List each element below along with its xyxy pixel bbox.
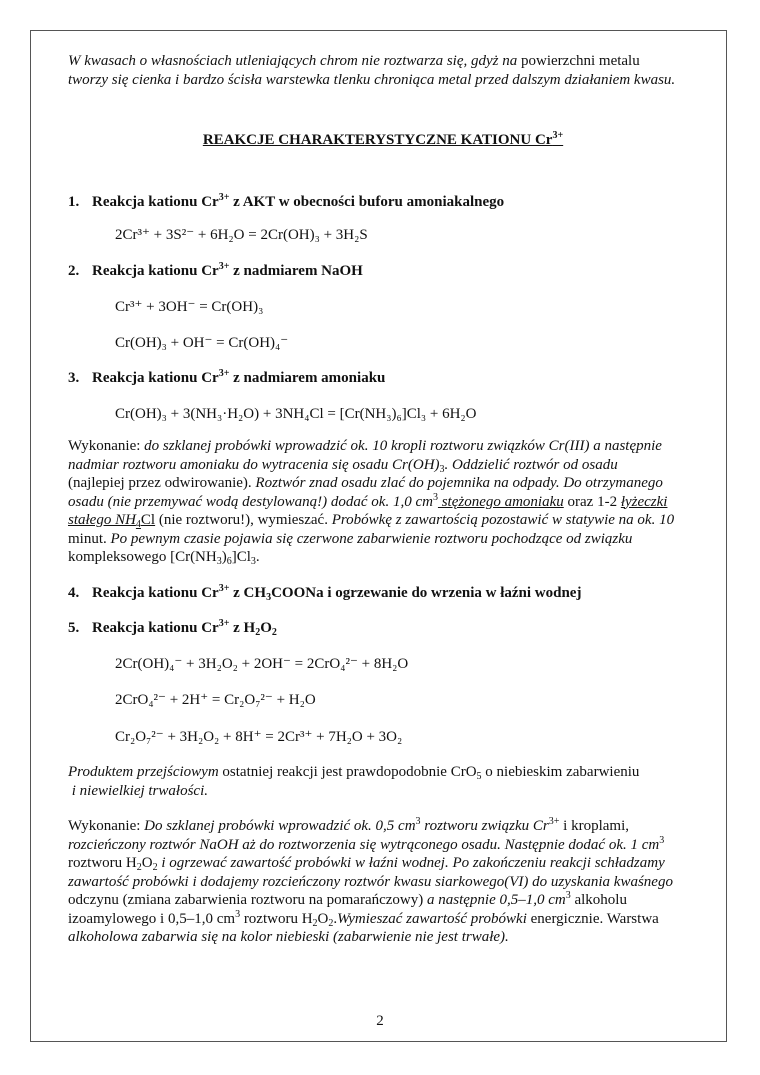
sup: 3 [432,491,438,503]
title-sup: 3+ [552,130,564,141]
product-note [68,763,698,800]
sub: 5 [476,771,482,782]
procedure-1-j: (nie roztworu!), wymieszać. [155,512,328,528]
reaction-prefix: Reakcja kationu [92,262,202,279]
reaction-1-text [92,193,504,212]
procedure-2-j: odczynu (zmiana zabarwienia roztworu na pomarańczowy) [68,892,424,908]
equation-3-text: Cr(OH)₃ + OH⁻ = Cr(OH)₄⁻ [115,334,289,351]
procedure-1-d: Roztwór znad osadu zlać do pojemnika na odpady. Do otrzymanego osadu (nie przemywać wodą destylowaną!) dodać ok. 1,0 cm [68,475,663,510]
reaction-2-rest: z nadmiarem NaOH [229,262,363,279]
equation-2-text: Cr³⁺ + 3OH⁻ = Cr(OH)₃ [115,299,264,315]
procedure-2-n: Wymieszać zawartość probówki [337,910,527,927]
sup: 3 [415,816,421,827]
reaction-4-number: 4. [68,584,80,601]
procedure-2-m: roztworu H [240,910,313,927]
reaction-5-number: 5. [68,620,80,636]
procedure-2-m2: O [317,910,329,927]
reaction-2-heading [68,262,698,281]
equation-4 [115,405,698,424]
procedure-1-n4: . [255,549,260,565]
procedure-1-c: (najlepiej przez odwirowanie). [68,475,252,491]
sub: 2 [152,862,158,873]
equation-1-text: 2Cr³⁺ + 3S²⁻ + 6H₂O = 2Cr(OH)₃ + 3H₂S [115,227,368,243]
sub: 2 [136,862,142,873]
reaction-2-text [92,262,363,281]
reaction-3-rest: z nadmiarem amoniaku [229,370,386,386]
equation-4-text: Cr(OH)₃ + 3(NH₃·H₂O) + 3NH₄Cl = [Cr(NH₃)₆]Cl₃ + 6H₂O [115,405,477,422]
reaction-prefix: Reakcja kationu [92,620,202,636]
procedure-2-f2: O [141,855,153,871]
procedure-2-f: roztworu H [68,855,137,871]
procedure-1-h: Cl [140,512,156,528]
charge: 3+ [218,582,230,594]
procedure-1-a: do szklanej probówki wprowadzić ok. 10 kropli roztworu związków Cr(III) a następnie nadmiar roztworu amoniaku do wytracenia się osadu Cr(OH) [68,438,662,473]
procedure-1-n: kompleksowego [Cr(NH [68,549,217,565]
reaction-prefix: Reakcja kationu [92,584,202,601]
reaction-5-mid: z H [229,620,256,636]
intro-paragraph [68,52,698,89]
procedure-2-d: rozcieńczony roztwór NaOH aż do roztworzenia się wytrąconego osadu. [68,836,501,853]
procedure-2-m3: . [333,910,338,927]
procedure-2-g: i ogrzewać zawartość probówki w łaźni wodnej. Po zakończeniu reakcji schładzamy zawartość probówki i dodajemy rozcieńczony [68,855,665,890]
reaction-5-o: O [260,620,272,636]
sub: 2 [271,627,277,638]
cr-symbol: Cr [201,193,219,210]
reaction-5-heading [68,619,698,638]
procedure-2-b: roztworu związku Cr [420,818,549,834]
sub: 4 [135,519,141,530]
procedure-1-b: . Oddzielić roztwór od osadu [444,456,618,473]
procedure-2-h: roztwór kwasu siarkowego(VI) do uzyskania kwaśnego [340,873,673,890]
equation-7-text: Cr₂O₇²⁻ + 3H₂O₂ + 8H⁺ = 2Cr³⁺ + 7H₂O + 3O₂ [115,728,403,745]
procedure-2 [68,817,698,947]
charge: 3+ [218,191,230,203]
procedure-1-m: Po pewnym czasie pojawia się czerwone zabarwienie roztworu pochodzące od związku [106,530,633,547]
procedure-1-k: Probówkę z zawartością pozostawić w statywie na ok. 10 [327,512,675,528]
procedure-1-f: oraz 1-2 [563,493,621,510]
procedure-1-e: stężonego amoniaku [437,493,564,510]
procedure-2-k: a następnie 0,5–1,0 cm [423,892,566,908]
product-note-d: i niewielkiej trwałości. [71,782,208,799]
equation-7 [115,728,698,747]
reaction-4-heading [68,584,698,603]
equation-5 [115,655,698,674]
document-body [68,52,698,947]
sub: 2 [255,627,261,638]
cr-symbol: Cr [201,584,219,601]
procedure-2-p: alkoholowa zabarwia się na kolor niebieski (zabarwienie nie jest trwałe). [68,929,509,945]
equation-6 [115,691,698,710]
equation-1 [115,226,698,245]
charge: 3+ [218,368,230,379]
procedure-2-a: Do szklanej probówki wprowadzić ok. 0,5 cm [144,818,416,834]
procedure-1-label: Wykonanie: [68,438,145,454]
procedure-2-e: Następnie dodać ok. 1 cm [500,836,660,853]
equation-3 [115,334,698,353]
product-note-a: Produktem przejściowym [68,764,219,780]
reaction-3-text [92,369,385,388]
procedure-1-n2: ) [221,549,227,565]
sup: 3 [565,890,571,901]
charge: 3+ [218,260,230,272]
equation-5-text: 2Cr(OH)₄⁻ + 3H₂O₂ + 2OH⁻ = 2CrO₄²⁻ + 8H₂O [115,655,409,672]
procedure-2-l: alkoholu izoamylowego i 0,5–1,0 cm [68,892,627,927]
sub: 3 [266,591,272,603]
sub: 6 [226,556,232,567]
intro-italic-1: W kwasach o własnościach utleniających chrom nie roztwarza się, gdyż na [68,53,518,69]
product-note-c: o niebieskim zabarwieniu [481,764,640,780]
procedure-2-o: energicznie. Warstwa [526,910,659,927]
sub: 3 [216,556,222,567]
sup: 3+ [548,816,560,827]
procedure-1-l: minut. [68,530,107,547]
product-note-b: ostatniej reakcji jest prawdopodobnie CrO [218,764,477,780]
procedure-1-g: łyżeczki stałego NH [68,493,668,528]
cr-symbol: Cr [201,620,219,636]
charge: 3+ [218,618,230,629]
sup: 3 [235,908,241,920]
cr-symbol: Cr [201,262,219,279]
reaction-4-text [92,584,581,603]
sup: 3 [659,834,665,846]
sub: 3 [439,463,445,475]
reaction-prefix: Reakcja kationu [92,193,202,210]
sub: 3 [250,556,256,567]
procedure-1-n3: ]Cl [231,549,251,565]
procedure-1 [68,437,698,567]
procedure-2-label: Wykonanie: [68,818,145,834]
title-text: REAKCJE CHARAKTERYSTYCZNE KATIONU Cr [202,132,553,148]
reaction-5-text [92,619,277,638]
reaction-3-heading [68,369,698,388]
equation-6-text: 2CrO₄²⁻ + 2H⁺ = Cr₂O₇²⁻ + H₂O [115,692,316,708]
reaction-1-heading [68,193,698,212]
reaction-4-mid: z CH [229,584,267,601]
page-number: 2 [376,1013,384,1029]
reaction-2-number: 2. [68,262,80,279]
section-title [68,131,698,150]
cr-symbol: Cr [201,370,219,386]
procedure-2-c: i kroplami, [559,818,629,834]
reaction-3-number: 3. [68,370,80,386]
equation-2 [115,298,698,317]
intro-italic-2: tworzy się cienka i bardzo ścisła warstewka tlenku chroniąca metal przed dalszym działaniem kwasu. [68,71,676,88]
reaction-1-rest: z AKT w obecności buforu amoniakalnego [229,193,505,210]
sub: 2 [328,917,334,929]
reaction-prefix: Reakcja kationu [92,370,202,386]
intro-roman: powierzchni metalu [517,53,640,69]
sub: 2 [312,917,318,929]
reaction-1-number: 1. [68,193,80,210]
reaction-4-rest: COONa i ogrzewanie do wrzenia w łaźni wodnej [271,584,582,601]
